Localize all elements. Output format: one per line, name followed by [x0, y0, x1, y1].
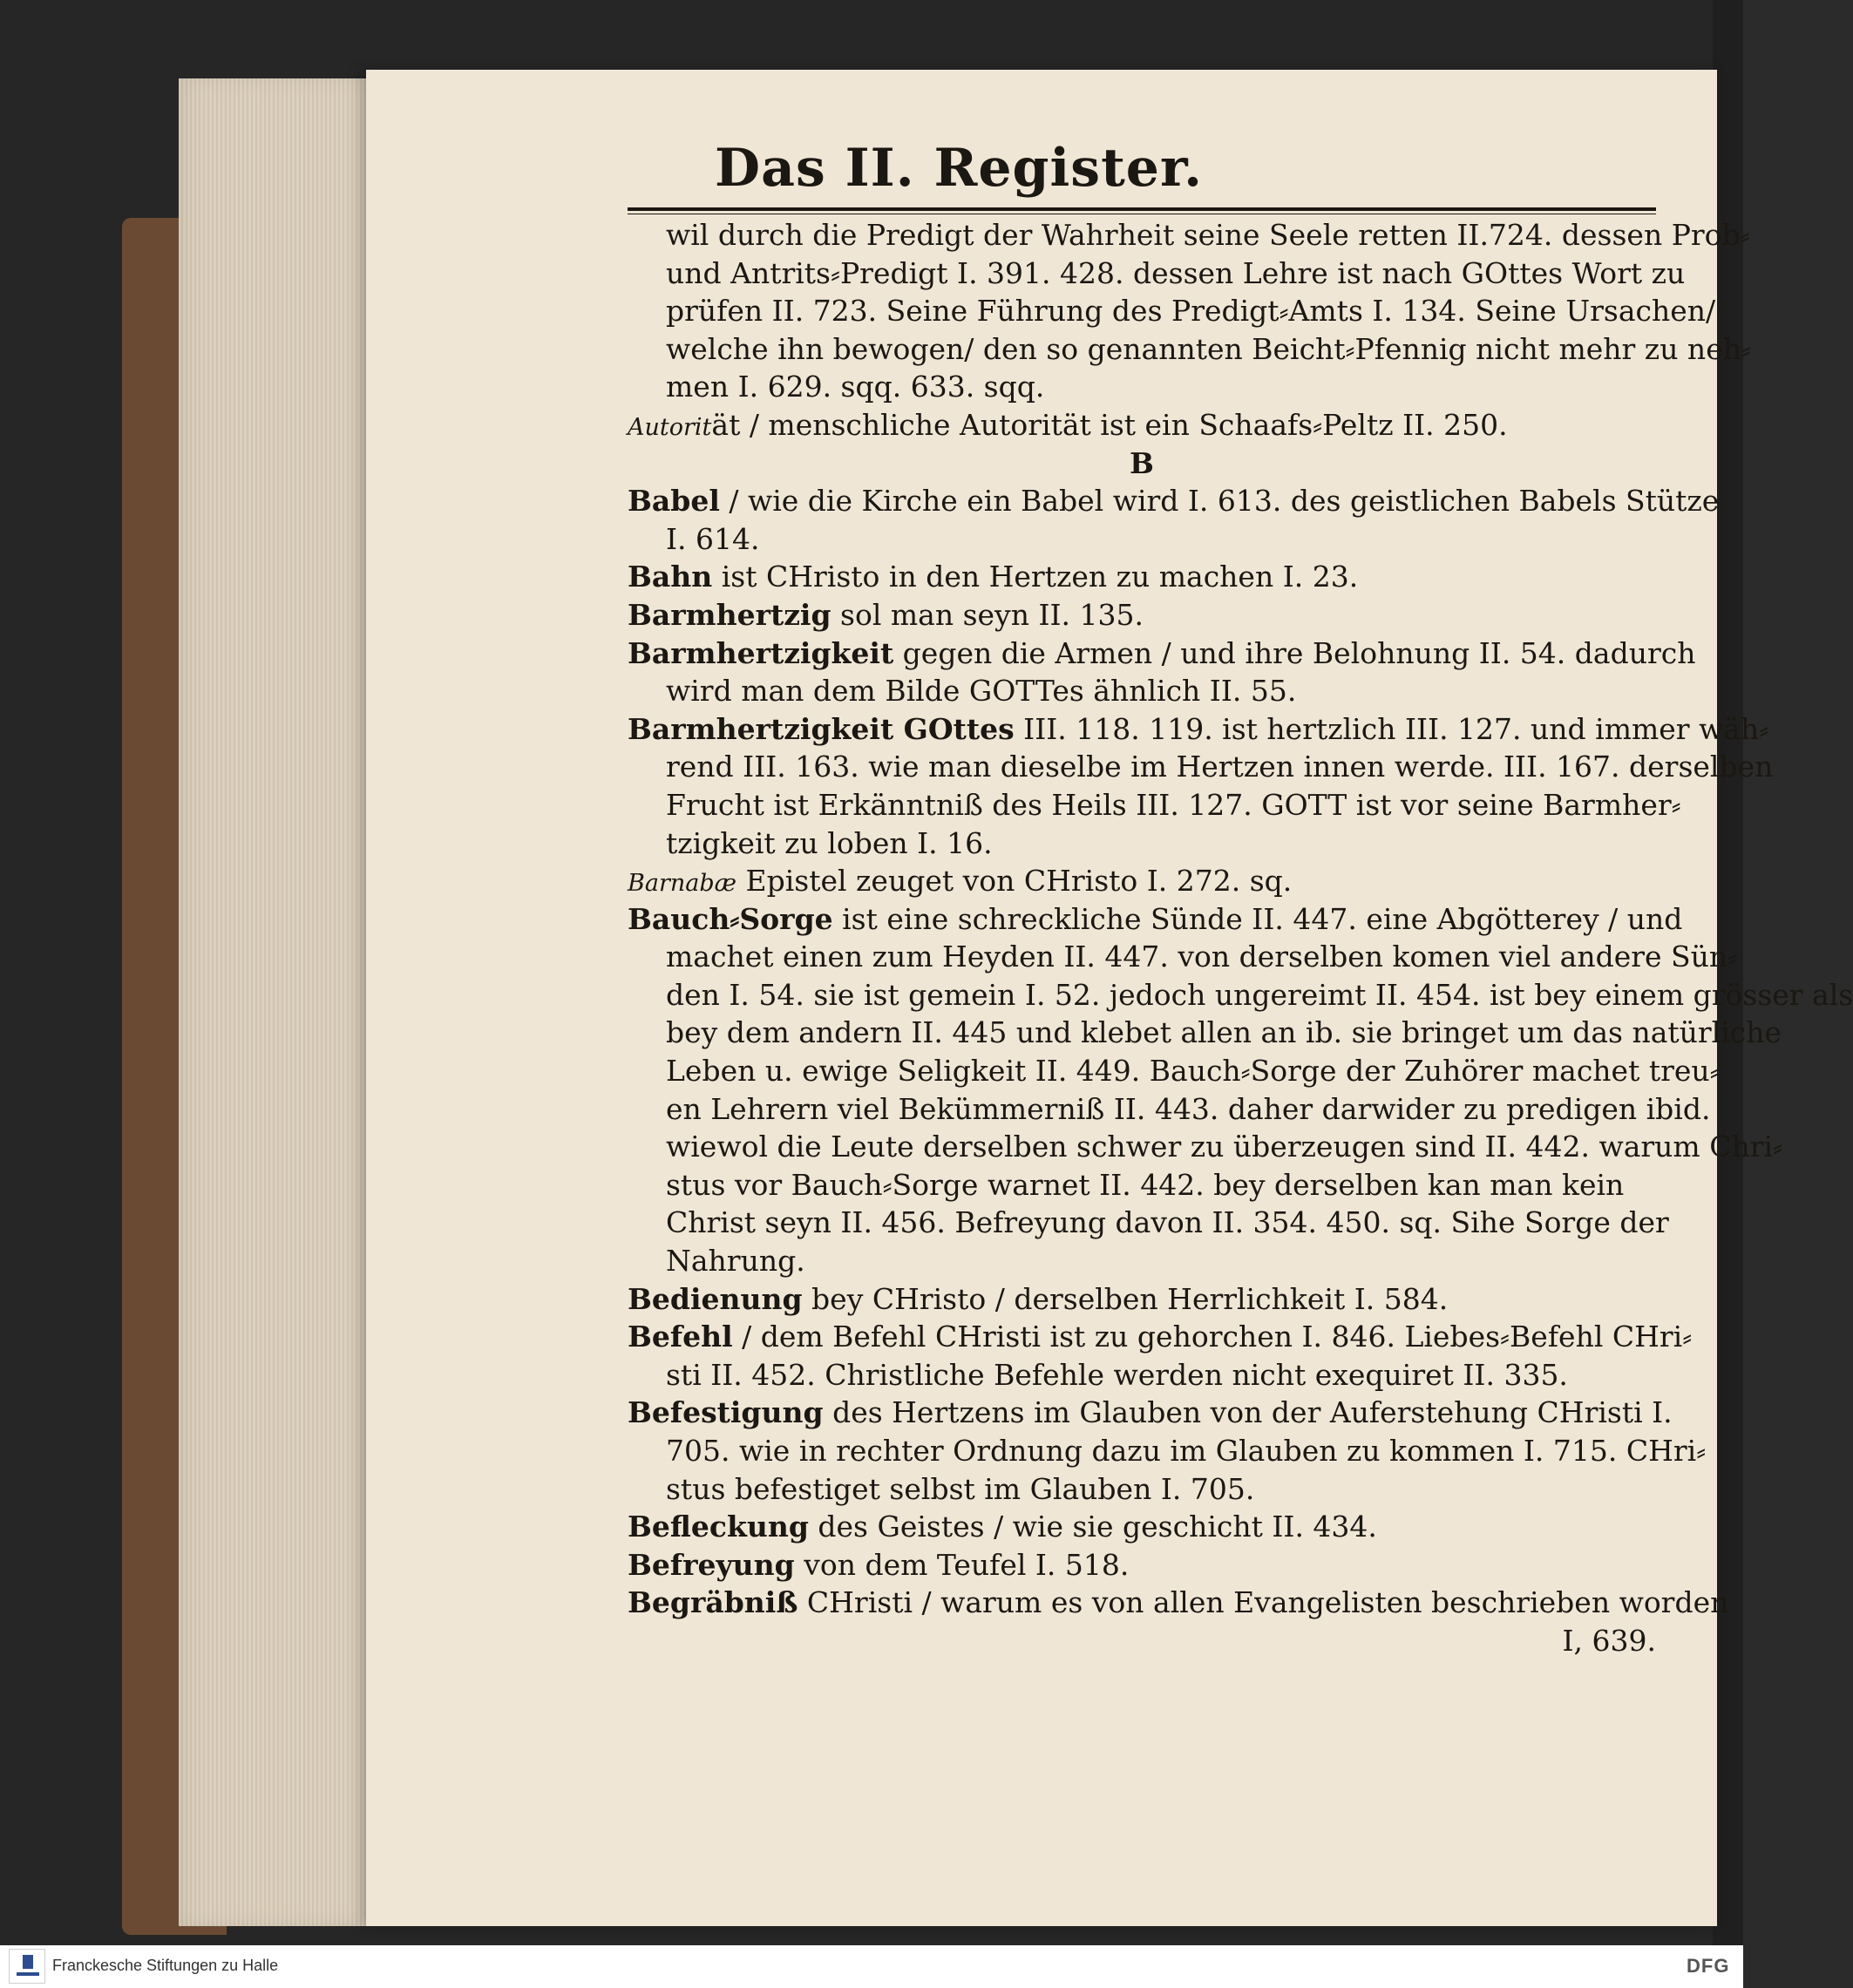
- entry-keyword: Babel: [628, 484, 720, 519]
- entry-text: machet einen zum Heyden II. 447. von derselben komen viel andere Sün⸗: [666, 940, 1738, 974]
- register-line: [628, 1204, 1669, 1242]
- entry-keyword: Bahn: [628, 560, 713, 594]
- entry-keyword: Befestigung: [628, 1395, 824, 1430]
- register-line: [628, 558, 1656, 596]
- entry-text: men I. 629. sqq. 633. sqq.: [666, 370, 1045, 404]
- register-line: [628, 1166, 1656, 1204]
- header-rule: [628, 207, 1656, 211]
- register-line: [628, 1394, 1673, 1432]
- page-header: Das II. Register.: [715, 138, 1203, 199]
- entry-text: des Hertzens im Glauben von der Auferstehung CHristi I.: [823, 1395, 1673, 1430]
- entry-text: / wie die Kirche ein Babel wird I. 613. des geistlichen Babels Stütze: [719, 484, 1720, 519]
- entry-text: B: [1130, 445, 1154, 480]
- logo-base: [17, 1972, 39, 1976]
- register-line: [628, 1128, 1783, 1166]
- dfg-logo: DFG: [1687, 1955, 1730, 1977]
- entry-text: prüfen II. 723. Seine Führung des Predigt⸗Amts I. 134. Seine Ursachen/: [666, 294, 1716, 329]
- entry-keyword: Befreyung: [628, 1547, 795, 1582]
- register-line: [628, 900, 1683, 939]
- entry-keyword: Begräbniß: [628, 1585, 798, 1620]
- entry-text: sti II. 452. Christliche Befehle werden nicht exequiret II. 335.: [666, 1357, 1568, 1392]
- entry-keyword: Befehl: [628, 1320, 733, 1354]
- entry-text: ät / menschliche Autorität ist ein Schaafs⸗Peltz II. 250.: [711, 407, 1508, 442]
- entry-keyword: Barmhertzigkeit GOttes: [628, 711, 1015, 746]
- register-line: [628, 368, 1656, 406]
- register-line: [628, 1052, 1720, 1090]
- register-line: [628, 330, 1751, 369]
- register-line: [628, 444, 1656, 483]
- register-line: [628, 824, 1656, 863]
- entry-keyword: Barmhertzig: [628, 597, 831, 632]
- register-line: [628, 1090, 1711, 1129]
- register-line: [628, 1280, 1656, 1319]
- entry-keyword: Barmhertzigkeit: [628, 635, 894, 670]
- register-line: [628, 1508, 1656, 1546]
- entry-text: ist eine schreckliche Sünde II. 447. eine Abgötterey / und: [832, 901, 1683, 936]
- register-line: [628, 1318, 1693, 1356]
- register-line: [628, 1622, 1656, 1660]
- register-line: [628, 748, 1774, 786]
- entry-text: Leben u. ewige Seligkeit II. 449. Bauch⸗Sorge der Zuhörer machet treu⸗: [666, 1054, 1720, 1089]
- register-line: [628, 482, 1720, 520]
- entry-text: bey dem andern II. 445 und klebet allen an ib. sie bringet um das natürliche: [666, 1015, 1782, 1050]
- register-line: [628, 254, 1686, 293]
- entry-text: I. 614.: [666, 521, 760, 556]
- register-line: [628, 1546, 1656, 1584]
- register-line: [628, 1584, 1729, 1622]
- entry-text: stus befestiget selbst im Glauben I. 705.: [666, 1471, 1255, 1506]
- logo-mark: [23, 1955, 33, 1969]
- entry-text: Frucht ist Erkänntniß des Heils III. 127. GOTT ist vor seine Barmher⸗: [666, 787, 1681, 822]
- institution-name[interactable]: Franckesche Stiftungen zu Halle: [52, 1957, 279, 1974]
- page-edges: [179, 78, 366, 1926]
- entry-text: den I. 54. sie ist gemein I. 52. jedoch ungereimt II. 454. ist bey einem grösser als: [666, 977, 1853, 1012]
- entry-text: wil durch die Predigt der Wahrheit seine Seele retten II.724. dessen Prob⸗: [666, 218, 1750, 252]
- entry-keyword: Bedienung: [628, 1281, 803, 1316]
- entry-text: I, 639.: [1562, 1623, 1656, 1658]
- entry-text: 705. wie in rechter Ordnung dazu im Glauben zu kommen I. 715. CHri⸗: [666, 1434, 1707, 1468]
- institution-logo-icon[interactable]: [9, 1949, 45, 1984]
- register-line: [628, 1242, 1656, 1280]
- register-text: [628, 216, 1853, 1660]
- entry-text: III. 118. 119. ist hertzlich III. 127. und immer wäh⸗: [1014, 711, 1769, 746]
- entry-text: Nahrung.: [666, 1244, 805, 1279]
- entry-text: des Geistes / wie sie geschicht II. 434.: [808, 1510, 1377, 1544]
- entry-text: / dem Befehl CHristi ist zu gehorchen I. 846. Liebes⸗Befehl CHri⸗: [732, 1320, 1693, 1354]
- register-line: [628, 634, 1696, 673]
- register-line: [628, 786, 1681, 824]
- latin-keyword: Barnabæ: [628, 870, 736, 898]
- register-line: [628, 1470, 1656, 1509]
- register-line: [628, 520, 1656, 559]
- entry-text: sol man seyn II. 135.: [831, 597, 1144, 632]
- entry-text: welche ihn bewogen/ den so genannten Beicht⸗Pfennig nicht mehr zu neh⸗: [666, 331, 1751, 366]
- entry-text: Christ seyn II. 456. Befreyung davon II. 354. 450. sq. Sihe Sorge der: [666, 1205, 1669, 1240]
- entry-text: Epistel zeuget von CHristo I. 272. sq.: [736, 864, 1293, 899]
- register-line: [628, 672, 1656, 710]
- entry-keyword: Befleckung: [628, 1510, 809, 1544]
- entry-text: CHristi / warum es von allen Evangelisten beschrieben worden: [798, 1585, 1729, 1620]
- register-line: [628, 862, 1656, 900]
- register-line: [628, 406, 1656, 444]
- entry-text: ist CHristo in den Hertzen zu machen I. 23.: [712, 560, 1359, 594]
- register-line: [628, 710, 1769, 749]
- latin-keyword: Autorit: [628, 413, 712, 441]
- register-line: [628, 292, 1716, 330]
- register-line: [628, 1432, 1707, 1470]
- register-line: [628, 216, 1750, 254]
- register-line: [628, 976, 1853, 1014]
- entry-text: rend III. 163. wie man dieselbe im Hertzen innen werde. III. 167. derselben: [666, 750, 1774, 784]
- entry-text: gegen die Armen / und ihre Belohnung II. 54. dadurch: [893, 635, 1696, 670]
- entry-text: wiewol die Leute derselben schwer zu überzeugen sind II. 442. warum Chri⸗: [666, 1130, 1783, 1164]
- entry-text: wird man dem Bilde GOTTes ähnlich II. 55.: [666, 674, 1297, 709]
- register-line: [628, 938, 1738, 976]
- entry-text: von dem Teufel I. 518.: [794, 1547, 1130, 1582]
- register-line: [628, 1014, 1782, 1052]
- register-line: [628, 1356, 1656, 1394]
- entry-text: stus vor Bauch⸗Sorge warnet II. 442. bey derselben kan man kein: [666, 1167, 1625, 1202]
- entry-text: und Antrits⸗Predigt I. 391. 428. dessen Lehre ist nach GOttes Wort zu: [666, 255, 1686, 290]
- entry-text: en Lehrern viel Bekümmerniß II. 443. daher darwider zu predigen ibid.: [666, 1091, 1711, 1126]
- register-line: [628, 596, 1656, 634]
- entry-keyword: Bauch⸗Sorge: [628, 901, 833, 936]
- entry-text: tzigkeit zu loben I. 16.: [666, 825, 993, 860]
- entry-text: bey CHristo / derselben Herrlichkeit I. 584.: [802, 1281, 1449, 1316]
